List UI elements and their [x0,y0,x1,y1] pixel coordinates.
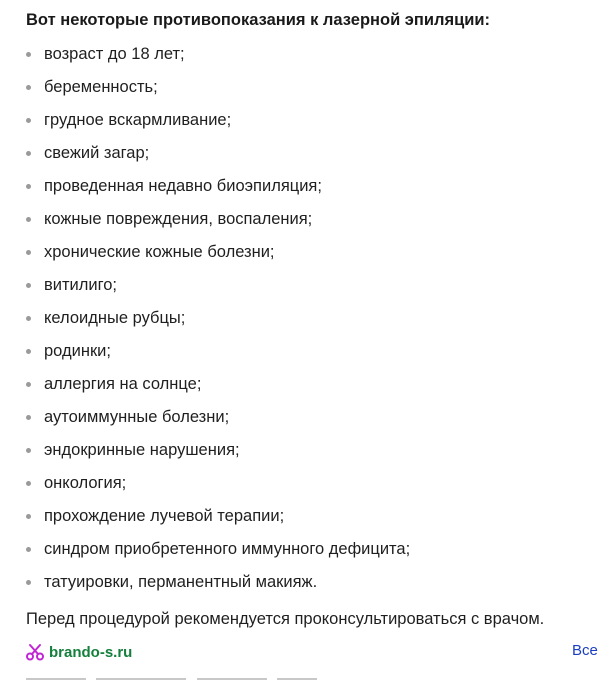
bullet-icon [26,316,31,321]
list-item [26,170,594,203]
bullet-icon [26,481,31,486]
bullet-icon [26,151,31,156]
list-item [26,71,594,104]
list-item [26,302,594,335]
scissors-icon [26,643,44,661]
bullet-icon [26,85,31,90]
list-item [26,137,594,170]
list-item-text: синдром приобретенного иммунного дефицита; [44,540,411,558]
bullet-icon [26,415,31,420]
answer-note: Перед процедурой рекомендуется проконсультироваться с врачом. [26,610,545,628]
list-item [26,566,594,599]
list-item [26,236,594,269]
bullet-icon [26,349,31,354]
cutoff-fragment [96,678,186,680]
list-item [26,533,594,566]
list-item [26,368,594,401]
list-item-text: татуировки, перманентный макияж. [44,573,318,591]
bullet-icon [26,217,31,222]
answer-block [26,8,594,631]
list-item-text: келоидные рубцы; [44,309,186,327]
bullet-icon [26,514,31,519]
list-item [26,104,594,137]
list-item [26,269,594,302]
bullet-icon [26,547,31,552]
cutoff-fragment [26,678,86,680]
list-item [26,500,594,533]
list-item-text: проведенная недавно биоэпиляция; [44,177,322,195]
list-item [26,401,594,434]
source-row [26,640,132,664]
contraindications-list [26,38,594,599]
list-item-text: возраст до 18 лет; [44,45,185,63]
cutoff-fragment [277,678,317,680]
list-item [26,434,594,467]
list-item-text: эндокринные нарушения; [44,441,240,459]
source-link[interactable]: brando-s.ru [49,643,133,661]
list-item-text: кожные повреждения, воспаления; [44,210,313,228]
bullet-icon [26,118,31,123]
list-item [26,38,594,71]
cutoff-text-row [26,667,326,671]
list-item-text: прохождение лучевой терапии; [44,507,285,525]
bullet-icon [26,52,31,57]
list-item [26,335,594,368]
bullet-icon [26,448,31,453]
list-item [26,203,594,236]
list-item-text: свежий загар; [44,144,150,162]
bullet-icon [26,250,31,255]
cutoff-fragment [197,678,267,680]
all-sources-link[interactable]: Все [572,642,598,659]
bullet-icon [26,382,31,387]
bullet-icon [26,184,31,189]
list-item-text: аллергия на солнце; [44,375,202,393]
list-item-text: родинки; [44,342,111,360]
list-item-text: витилиго; [44,276,118,294]
bullet-icon [26,580,31,585]
answer-heading: Вот некоторые противопоказания к лазерной эпиляции: [26,11,491,29]
bullet-icon [26,283,31,288]
list-item-text: беременность; [44,78,158,96]
list-item-text: онкология; [44,474,127,492]
list-item [26,467,594,500]
list-item-text: хронические кожные болезни; [44,243,275,261]
list-item-text: грудное вскармливание; [44,111,232,129]
list-item-text: аутоиммунные болезни; [44,408,230,426]
